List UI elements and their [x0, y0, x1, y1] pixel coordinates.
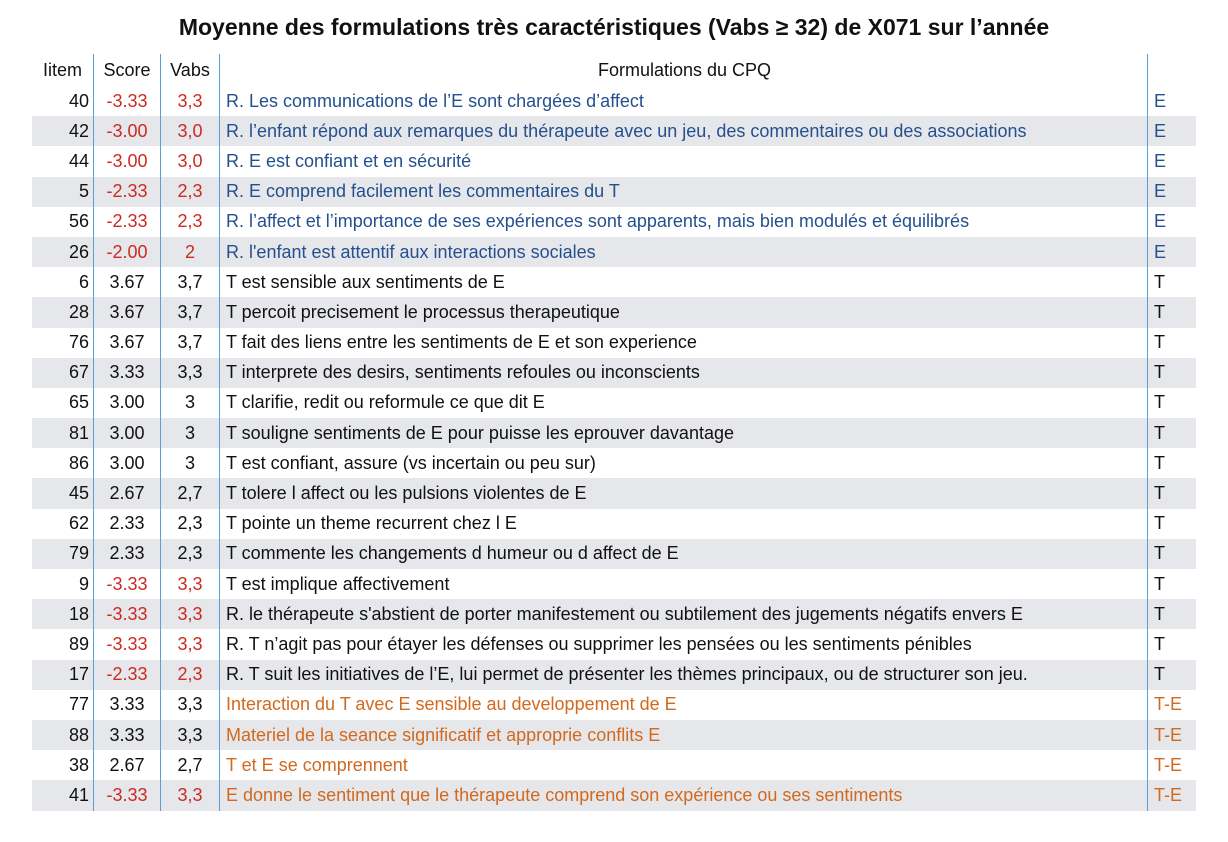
table-row: [32, 599, 1196, 629]
cell-formulation: R. l'enfant est attentif aux interactions sociales: [220, 237, 1148, 267]
table-body: [32, 86, 1196, 811]
cell-formulation: R. E est confiant et en sécurité: [220, 146, 1148, 176]
header-item: Iitem: [42, 59, 82, 80]
cell-formulation: R. T n’agit pas pour étayer les défenses ou supprimer les pensées ou les sentiments pénibles: [220, 629, 1148, 659]
table-row: [32, 448, 1196, 478]
cell-score: 2.67: [94, 478, 161, 508]
cell-vabs: 3,3: [161, 599, 220, 629]
cell-score: -3.00: [94, 116, 161, 146]
cell-formulation: T est implique affectivement: [220, 569, 1148, 599]
cell-item: 79: [32, 539, 94, 569]
cell-score: -3.33: [94, 780, 161, 810]
cell-item: 81: [32, 418, 94, 448]
cell-score: -3.33: [94, 629, 161, 659]
cell-a: T: [1148, 599, 1197, 629]
cell-a: T: [1148, 328, 1197, 358]
cell-score: 2.67: [94, 750, 161, 780]
table-row: [32, 358, 1196, 388]
cell-a: T: [1148, 358, 1197, 388]
cell-item: 62: [68, 513, 89, 534]
cell-score: 3.00: [94, 448, 161, 478]
cell-a: E: [1148, 146, 1197, 176]
cell-item: 76: [68, 332, 89, 353]
cell-a: T-E: [1148, 720, 1197, 750]
cell-item: 88: [32, 720, 94, 750]
table-row: [32, 267, 1196, 297]
cell-item: 17: [32, 660, 94, 690]
cell-formulation: R. l’affect et l’importance de ses expériences sont apparents, mais bien modulés et équilibrés: [220, 207, 1148, 237]
table-row: [32, 146, 1196, 176]
cell-score: -2.33: [94, 177, 161, 207]
cell-formulation: R. Les communications de l’E sont chargées d’affect: [220, 86, 1148, 116]
cell-formulation: T tolere l affect ou les pulsions violentes de E: [220, 478, 1148, 508]
cell-vabs: 3: [161, 448, 220, 478]
cell-a: T: [1148, 539, 1197, 569]
cell-a: T: [1148, 629, 1197, 659]
cell-score: 3.67: [94, 328, 161, 358]
cell-vabs: 3: [161, 418, 220, 448]
cell-vabs: 2,3: [161, 660, 220, 690]
cell-score: 3.00: [94, 388, 161, 418]
cell-vabs: 3,7: [161, 297, 220, 327]
cell-formulation: T fait des liens entre les sentiments de E et son experience: [220, 328, 1148, 358]
table-row: [32, 116, 1196, 146]
cell-item: 41: [32, 780, 94, 810]
cell-item: 77: [68, 694, 89, 715]
cell-score: -2.00: [94, 237, 161, 267]
cell-vabs: 3,7: [161, 328, 220, 358]
cell-score: 3.33: [94, 690, 161, 720]
cell-a: E: [1148, 116, 1197, 146]
cell-item: 45: [32, 478, 94, 508]
cell-formulation: E donne le sentiment que le thérapeute comprend son expérience ou ses sentiments: [220, 780, 1148, 810]
cell-item: 28: [32, 297, 94, 327]
cell-item: 42: [32, 116, 94, 146]
cell-a: E: [1148, 207, 1197, 237]
cell-vabs: 2,3: [161, 177, 220, 207]
table-row: [32, 237, 1196, 267]
cell-score: 3.33: [94, 720, 161, 750]
table-row: [32, 569, 1196, 599]
cell-item: 40: [68, 90, 89, 111]
table-row: [32, 177, 1196, 207]
table-row: [32, 629, 1196, 659]
cell-item: 86: [68, 452, 89, 473]
cell-vabs: 3,3: [161, 569, 220, 599]
cell-item: 5: [32, 177, 94, 207]
table-row: [32, 478, 1196, 508]
cell-vabs: 3,0: [161, 116, 220, 146]
table-row: [32, 539, 1196, 569]
header-formulations: Formulations du CPQ: [220, 54, 1148, 86]
cell-score: 2.33: [94, 539, 161, 569]
cell-formulation: Interaction du T avec E sensible au developpement de E: [220, 690, 1148, 720]
cell-a: T: [1148, 267, 1197, 297]
cell-a: T: [1148, 478, 1197, 508]
cell-vabs: 3,3: [161, 720, 220, 750]
cell-item: 67: [32, 358, 94, 388]
cell-formulation: T souligne sentiments de E pour puisse les eprouver davantage: [220, 418, 1148, 448]
cell-vabs: 3,3: [161, 690, 220, 720]
cell-score: -2.33: [94, 207, 161, 237]
table-row: [32, 207, 1196, 237]
cell-formulation: R. T suit les initiatives de l’E, lui permet de présenter les thèmes principaux, ou de structurer son jeu.: [220, 660, 1148, 690]
cell-item: 38: [68, 754, 89, 775]
page-title: Moyenne des formulations très caractéristiques (Vabs ≥ 32) de X071 sur l’année: [178, 14, 1050, 40]
cell-formulation: T interprete des desirs, sentiments refoules ou inconscients: [220, 358, 1148, 388]
cell-a: T-E: [1148, 780, 1197, 810]
cell-a: T: [1148, 509, 1197, 539]
cell-item: 44: [68, 150, 89, 171]
cell-formulation: R. l’enfant répond aux remarques du thérapeute avec un jeu, des commentaires ou des associations: [220, 116, 1148, 146]
cell-vabs: 2: [161, 237, 220, 267]
cell-item: 89: [68, 633, 89, 654]
cell-item: 26: [32, 237, 94, 267]
header-vabs: Vabs: [161, 54, 220, 86]
table-row: [32, 418, 1196, 448]
cell-a: E: [1148, 237, 1197, 267]
cell-formulation: T commente les changements d humeur ou d affect de E: [220, 539, 1148, 569]
cell-score: -3.33: [94, 569, 161, 599]
table-row: [32, 328, 1196, 358]
cell-vabs: 2,3: [161, 207, 220, 237]
cell-a: T: [1148, 569, 1197, 599]
cell-item: 6: [78, 271, 89, 292]
cell-formulation: Materiel de la seance significatif et approprie conflits E: [220, 720, 1148, 750]
table-row: [32, 690, 1196, 720]
cell-vabs: 3,3: [161, 86, 220, 116]
cell-a: T: [1148, 297, 1197, 327]
cell-vabs: 3,7: [161, 267, 220, 297]
cell-a: E: [1148, 86, 1197, 116]
cell-formulation: R. E comprend facilement les commentaires du T: [220, 177, 1148, 207]
table-row: [32, 780, 1196, 810]
cell-item: 18: [32, 599, 94, 629]
cpq-table: [32, 54, 1196, 811]
cell-vabs: 3,3: [161, 629, 220, 659]
header-a: A: [1148, 54, 1197, 86]
table-row: [32, 86, 1196, 116]
cell-vabs: 2,7: [161, 478, 220, 508]
table-row: [32, 720, 1196, 750]
cell-item: 65: [68, 392, 89, 413]
table-header-row: [32, 54, 1196, 86]
table-row: [32, 750, 1196, 780]
header-score: Score: [94, 54, 161, 86]
cell-score: -3.33: [94, 86, 161, 116]
cell-formulation: R. le thérapeute s'abstient de porter manifestement ou subtilement des jugements négatifs envers E: [220, 599, 1148, 629]
cell-a: T: [1148, 388, 1197, 418]
cell-vabs: 3: [161, 388, 220, 418]
cell-vabs: 3,0: [161, 146, 220, 176]
cell-score: -3.33: [94, 599, 161, 629]
cell-a: T: [1148, 418, 1197, 448]
cell-score: 3.00: [94, 418, 161, 448]
table-row: [32, 660, 1196, 690]
table-row: [32, 297, 1196, 327]
cell-a: T-E: [1148, 690, 1197, 720]
cell-vabs: 3,3: [161, 358, 220, 388]
cell-formulation: T est sensible aux sentiments de E: [220, 267, 1148, 297]
cell-formulation: T percoit precisement le processus therapeutique: [220, 297, 1148, 327]
cell-formulation: T est confiant, assure (vs incertain ou peu sur): [220, 448, 1148, 478]
table-row: [32, 388, 1196, 418]
cell-formulation: T et E se comprennent: [220, 750, 1148, 780]
cell-score: -2.33: [94, 660, 161, 690]
cell-formulation: T pointe un theme recurrent chez l E: [220, 509, 1148, 539]
cell-score: 3.67: [94, 267, 161, 297]
cell-item: 9: [78, 573, 89, 594]
cell-score: 3.67: [94, 297, 161, 327]
cell-item: 56: [68, 211, 89, 232]
cell-a: E: [1148, 177, 1197, 207]
cell-a: T: [1148, 448, 1197, 478]
cell-score: -3.00: [94, 146, 161, 176]
cell-formulation: T clarifie, redit ou reformule ce que dit E: [220, 388, 1148, 418]
cell-score: 2.33: [94, 509, 161, 539]
cell-a: T-E: [1148, 750, 1197, 780]
cell-vabs: 2,3: [161, 509, 220, 539]
cell-vabs: 2,7: [161, 750, 220, 780]
cell-vabs: 2,3: [161, 539, 220, 569]
table-row: [32, 509, 1196, 539]
cell-score: 3.33: [94, 358, 161, 388]
cell-vabs: 3,3: [161, 780, 220, 810]
cell-a: T: [1148, 660, 1197, 690]
